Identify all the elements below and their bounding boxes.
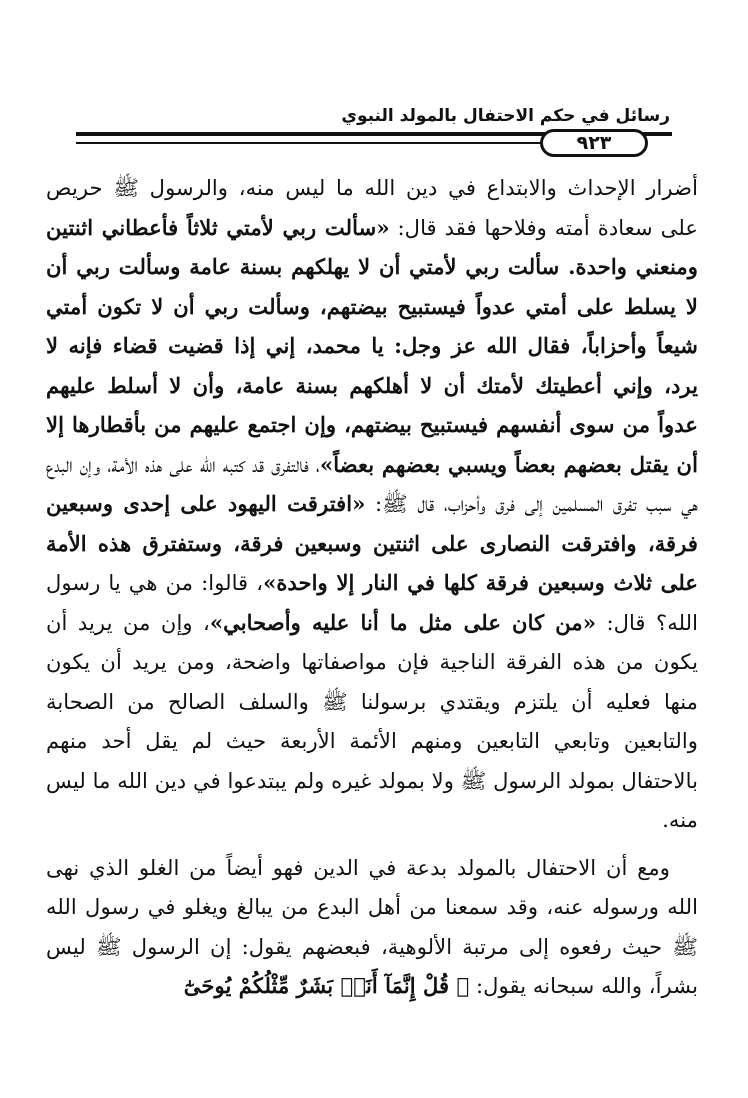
text-segment: ومع أن الاحتفال بالمولد بدعة في الدين فهو أيضاً من الغلو الذي نهى الله ورسوله عنه، وقد سمعنا من أهل البدع من يبالغ ويغلو في رسول الله ﷺ حيث رفعوه إلى مرتبة الألوهية، فبعضهم يقول: إن الرسول ﷺ ليس بشراً، والله سبحانه يقول: (46, 854, 698, 998)
body-text (46, 168, 698, 1006)
text-segment: ، وإن من يريد أن يكون من هذه الفرقة الناجية فإن مواصفاتها واضحة، ومن يريد أن يكون منها فعليه أن يلتزم ويقتدي برسولنا ﷺ والسلف الصالح من الصحابة والتابعين وتابعي التابعين ومنهم الأئمة الأربعة حيث لم يقل أحد منهم بالاحتفال بمولد الرسول ﷺ ولا بمولد غيره ولم يبتدعوا في دين الله ما ليس منه. (46, 609, 698, 832)
hadith-quote: «سألت ربي لأمتي ثلاثاً فأعطاني اثنتين ومنعني واحدة. سألت ربي لأمتي أن لا يهلكهم بسنة عامة وسألت ربي أن لا يسلط على أمتي عدواً فيستبيح بيضتهم، وسألت ربي أن لا تكون أمتي شيعاً وأحزاباً، فقال الله عز وجل: يا محمد، إني إذا قضيت قضاء فإنه لا يرد، وإني أعطيتك لأمتك أن لا أهلكهم بسنة عامة، وأن لا أسلط عليهم عدواً من سوى أنفسهم فيستبيح بيضتهم، وإن اجتمع عليهم من بأقطارها إلا أن يقتل بعضهم بعضاً ويسبي بعضهم بعضاً» (46, 214, 698, 477)
text-segment: أضرار الإحداث والابتداع في دين الله ما ليس منه، والرسول ﷺ حريص على سعادة أمته وفلاحها فقد قال: (46, 175, 698, 240)
page-number (540, 129, 648, 157)
hadith-quote: «افترقت اليهود على إحدى وسبعين فرقة، وافترقت النصارى على اثنتين وسبعين فرقة، وستفترق هذه الأمة على ثلاث وسبعين فرقة كلها في النار إلا واحدة» (46, 491, 698, 595)
text-segment: ، قالوا: من هي يا رسول الله؟ قال: (46, 570, 698, 635)
text-segment: ، فالتفرق قد كتبه الله على هذه الأمة، وإن البدع هي سبب تفرق المسلمين إلى فرق وأحزاب، قال ﷺ: (46, 451, 698, 516)
quran-quote: ﴿ قُلْ إِنَّمَآ أَنَا۠ بَشَرٌ مِّثْلُكُمْ يُوحَىٰٓ (183, 973, 470, 998)
page-number-text: ٩٢٣ (576, 132, 612, 154)
header-rule-thin (76, 142, 578, 144)
paragraph-1 (46, 168, 698, 840)
hadith-quote: «من كان على مثل ما أنا عليه وأصحابي» (209, 609, 596, 635)
paragraph-2 (46, 848, 698, 1006)
running-head: رسائل في حكم الاحتفال بالمولد النبوي (341, 106, 670, 126)
